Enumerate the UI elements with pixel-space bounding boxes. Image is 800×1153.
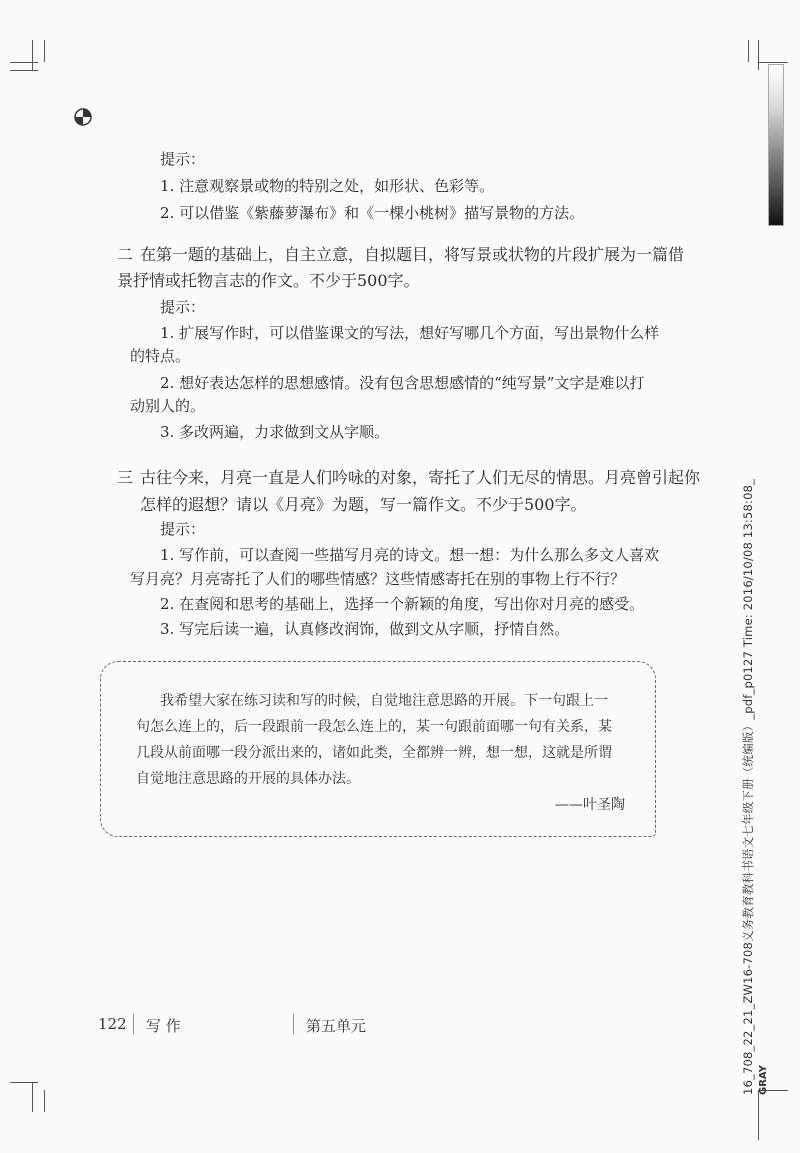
crop-mark bbox=[10, 70, 38, 71]
footer-section: 写 作 bbox=[146, 1017, 181, 1035]
print-info: 16_708_22_21_ZW16-708义务教育教科书语文七年级下册（统编版）_pdf_p0127 Time: 2016/10/08 13:58:08_ bbox=[741, 478, 755, 1095]
section-prompt-line: 古往今来，月亮一直是人们吟咏的对象，寄托了人们无尽的情思。月亮曾引起你 bbox=[140, 468, 701, 487]
quote-author: ——叶圣陶 bbox=[555, 797, 625, 813]
quote-line: 几段从前面哪一段分派出来的，诸如此类，全都辨一辨，想一想，这就是所谓 bbox=[136, 745, 612, 761]
section-prompt-line: 在第一题的基础上，自主立意，自拟题目，将写景或状物的片段扩展为一篇借 bbox=[140, 245, 685, 264]
section-number: 二 bbox=[117, 245, 134, 264]
crop-mark bbox=[758, 40, 759, 70]
quote-line: 自觉地注意思路的开展的具体办法。 bbox=[136, 771, 360, 787]
hint-item: 1. 写作前，可以查阅一些描写月亮的诗文。想一想：为什么那么多文人喜欢 bbox=[160, 546, 660, 564]
footer-divider bbox=[293, 1014, 294, 1034]
hint-item: 1. 扩展写作时，可以借鉴课文的写法，想好写哪几个方面，写出景物什么样 bbox=[160, 324, 660, 342]
quote-line: 我希望大家在练习读和写的时候，自觉地注意思路的开展。下一句跟上一 bbox=[160, 693, 608, 709]
section-prompt-line: 怎样的遐想？请以《月亮》为题，写一篇作文。不少于500字。 bbox=[140, 495, 587, 514]
hint-item: 2. 可以借鉴《紫藤萝瀑布》和《一棵小桃树》描写景物的方法。 bbox=[160, 204, 585, 222]
crop-mark bbox=[758, 1090, 759, 1140]
crop-mark bbox=[10, 62, 38, 63]
crop-mark bbox=[32, 1082, 33, 1112]
hint-item: 3. 写完后读一遍，认真修改润饰，做到文从字顺，抒情自然。 bbox=[160, 620, 570, 638]
crop-mark bbox=[44, 1090, 45, 1112]
hint-label: 提示： bbox=[160, 298, 206, 316]
page-number: 122 bbox=[98, 1015, 127, 1033]
hint-label: 提示： bbox=[160, 150, 206, 168]
hint-item: 写月亮？月亮寄托了人们的哪些情感？这些情感寄托在别的事物上行不行？ bbox=[130, 570, 626, 588]
footer-unit: 第五单元 bbox=[306, 1017, 367, 1035]
hint-item: 2. 在查阅和思考的基础上，选择一个新颖的角度，写出你对月亮的感受。 bbox=[160, 595, 645, 613]
section-number: 三 bbox=[117, 468, 134, 487]
crop-mark bbox=[758, 62, 788, 63]
crop-mark bbox=[10, 1082, 38, 1083]
section-prompt-line: 景抒情或托物言志的作文。不少于500字。 bbox=[117, 271, 420, 290]
crop-mark bbox=[32, 40, 33, 70]
crop-mark bbox=[44, 40, 45, 62]
grey-scale-strip bbox=[768, 64, 784, 226]
hint-item: 1. 注意观察景或物的特别之处，如形状、色彩等。 bbox=[160, 177, 495, 195]
quote-line: 句怎么连上的，后一段跟前一段怎么连上的，某一句跟前面哪一句有关系，某 bbox=[136, 719, 612, 735]
footer-divider bbox=[133, 1014, 134, 1034]
hint-label: 提示： bbox=[160, 520, 206, 538]
hint-item: 2. 想好表达怎样的思想感情。没有包含思想感情的“纯写景”文字是难以打 bbox=[160, 374, 645, 392]
registration-mark-icon bbox=[74, 108, 92, 126]
crop-mark bbox=[748, 40, 749, 62]
hint-item: 3. 多改两遍，力求做到文从字顺。 bbox=[160, 423, 390, 441]
hint-item: 的特点。 bbox=[130, 347, 191, 365]
print-color-mode: GRAY bbox=[758, 1065, 769, 1095]
hint-item: 动别人的。 bbox=[130, 397, 206, 415]
